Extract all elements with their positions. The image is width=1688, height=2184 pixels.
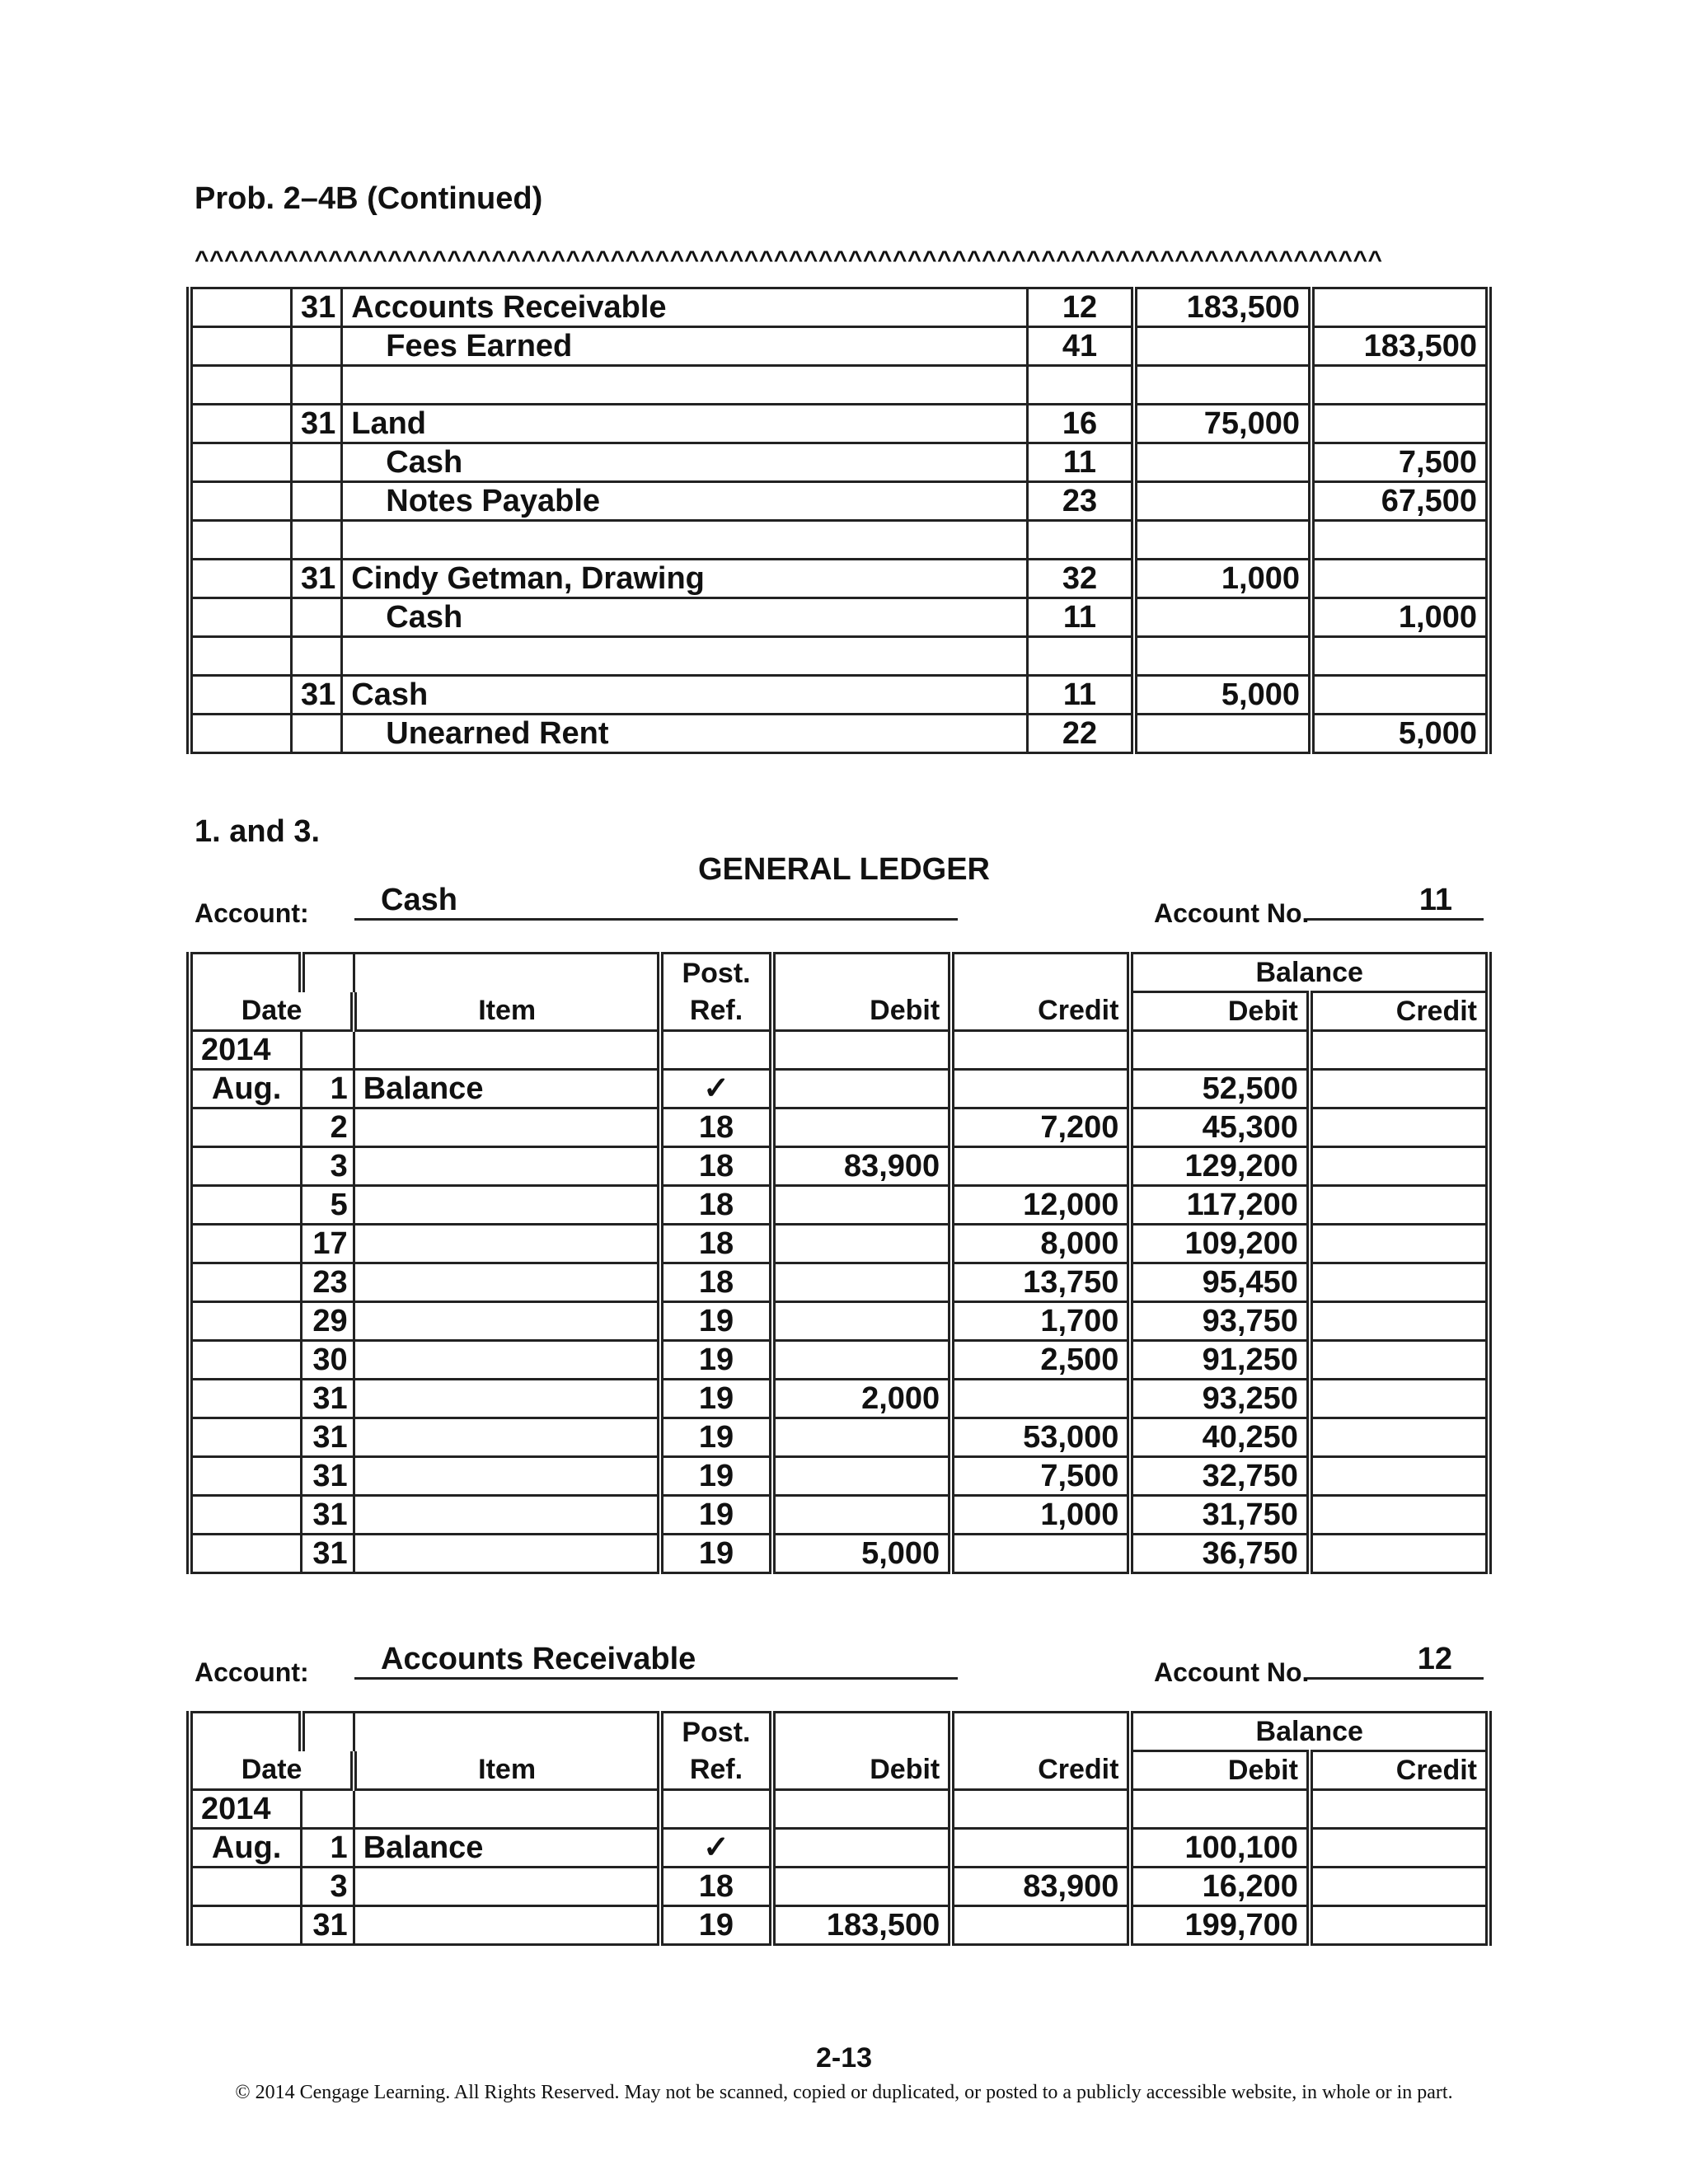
ledger-day: 1 — [302, 1070, 354, 1108]
ledger-balance-debit: 93,250 — [1130, 1380, 1309, 1418]
ledger-item — [354, 1186, 660, 1225]
ledger-balance-credit — [1310, 1457, 1489, 1496]
journal-date-cell — [190, 715, 291, 753]
journal-post-ref: 12 — [1027, 288, 1134, 327]
ledger-balance-credit — [1310, 1418, 1489, 1457]
ledger-balance-credit — [1310, 1829, 1489, 1868]
header-blank — [354, 954, 660, 992]
journal-post-ref: 11 — [1027, 443, 1134, 482]
ledger-month — [190, 1496, 302, 1535]
ledger-header-row — [190, 1751, 1489, 1790]
journal-day — [291, 327, 341, 366]
ledger-row — [190, 1535, 1489, 1573]
ledger-item — [354, 1380, 660, 1418]
journal-credit: 7,500 — [1311, 443, 1489, 482]
header-blank — [190, 954, 302, 992]
header-post: Post. — [660, 1713, 772, 1751]
ledger-month — [190, 1225, 302, 1263]
journal-date-cell — [190, 637, 291, 676]
account-name: Accounts Receivable — [354, 1641, 958, 1680]
journal-date-cell — [190, 598, 291, 637]
caret-separator: ^^^^^^^^^^^^^^^^^^^^^^^^^^^^^^^^^^^^^^^^^^^^^^^^^^^^^^^^^^^^^^^^^^^^^^^^^^^^^^^^ — [195, 246, 1383, 262]
journal-day — [291, 482, 341, 521]
ledger-post-ref: 18 — [660, 1225, 772, 1263]
journal-row — [190, 598, 1489, 637]
header-blank — [772, 1713, 951, 1751]
ledger-month — [190, 1341, 302, 1380]
account-name: Cash — [354, 882, 958, 921]
ledger-blank — [1310, 1031, 1489, 1070]
header-blank — [302, 1713, 354, 1751]
journal-post-ref: 22 — [1027, 715, 1134, 753]
ledger-credit: 7,200 — [951, 1108, 1130, 1147]
ledger-blank — [772, 1031, 951, 1070]
ledger-month — [190, 1147, 302, 1186]
ledger-day: 1 — [302, 1829, 354, 1868]
ledger-credit: 83,900 — [951, 1868, 1130, 1906]
header-date: Date — [190, 992, 354, 1031]
journal-row — [190, 482, 1489, 521]
ledger-debit — [772, 1186, 951, 1225]
ledger-day: 31 — [302, 1535, 354, 1573]
ledger-row — [190, 1341, 1489, 1380]
ledger-item: Balance — [354, 1070, 660, 1108]
ledger-day: 5 — [302, 1186, 354, 1225]
ledger-row — [190, 1186, 1489, 1225]
ledger-debit — [772, 1829, 951, 1868]
ledger-balance-credit — [1310, 1380, 1489, 1418]
journal-row — [190, 405, 1489, 443]
ledger-debit — [772, 1868, 951, 1906]
journal-description: Unearned Rent — [342, 715, 1028, 753]
ledger-balance-credit — [1310, 1186, 1489, 1225]
ledger-month — [190, 1186, 302, 1225]
journal-row — [190, 366, 1489, 405]
header-debit: Debit — [772, 1751, 951, 1790]
ledger-item — [354, 1418, 660, 1457]
account-number: 12 — [1307, 1641, 1484, 1680]
ledger-post-ref: 18 — [660, 1186, 772, 1225]
journal-row — [190, 676, 1489, 715]
journal-date-cell — [190, 560, 291, 598]
journal-date-cell — [190, 288, 291, 327]
journal-credit — [1311, 288, 1489, 327]
ledger-balance-credit — [1310, 1070, 1489, 1108]
account-label: Account: — [195, 1657, 309, 1687]
ledger-item — [354, 1341, 660, 1380]
ledger-month: Aug. — [190, 1070, 302, 1108]
ledger-day: 29 — [302, 1302, 354, 1341]
header-ref: Ref. — [660, 992, 772, 1031]
header-ref: Ref. — [660, 1751, 772, 1790]
ledger-post-ref: 19 — [660, 1496, 772, 1535]
ledger-month: Aug. — [190, 1829, 302, 1868]
ledger-row — [190, 1829, 1489, 1868]
journal-description: Land — [342, 405, 1028, 443]
journal-debit: 183,500 — [1134, 288, 1311, 327]
header-blank — [951, 954, 1130, 992]
ledger-balance-credit — [1310, 1225, 1489, 1263]
ledger-post-ref: 18 — [660, 1147, 772, 1186]
journal-row — [190, 288, 1489, 327]
ledger-debit — [772, 1341, 951, 1380]
header-date: Date — [190, 1751, 354, 1790]
header-blank — [302, 954, 354, 992]
ledger-row — [190, 1070, 1489, 1108]
journal-row — [190, 443, 1489, 482]
ledger-day: 31 — [302, 1380, 354, 1418]
journal-debit — [1134, 715, 1311, 753]
account-number: 11 — [1307, 882, 1484, 921]
ledger-balance-debit: 40,250 — [1130, 1418, 1309, 1457]
ledger-credit: 2,500 — [951, 1341, 1130, 1380]
ledger-item — [354, 1496, 660, 1535]
journal-debit: 75,000 — [1134, 405, 1311, 443]
ledger-row — [190, 1496, 1489, 1535]
ledger-blank — [660, 1031, 772, 1070]
ledger-row — [190, 1147, 1489, 1186]
ledger-month — [190, 1535, 302, 1573]
ledger-day: 30 — [302, 1341, 354, 1380]
ledger-credit — [951, 1380, 1130, 1418]
ledger-balance-debit: 16,200 — [1130, 1868, 1309, 1906]
ledger-day: 17 — [302, 1225, 354, 1263]
journal-debit: 5,000 — [1134, 676, 1311, 715]
ledger-balance-debit: 109,200 — [1130, 1225, 1309, 1263]
ledger-debit — [772, 1496, 951, 1535]
journal-description: Cash — [342, 443, 1028, 482]
journal-debit — [1134, 482, 1311, 521]
ledger-post-ref: 19 — [660, 1457, 772, 1496]
journal-date-cell — [190, 676, 291, 715]
account-no-label: Account No. — [1154, 1657, 1310, 1687]
header-balance-credit: Credit — [1310, 992, 1489, 1031]
ledger-debit: 5,000 — [772, 1535, 951, 1573]
ledger-blank — [951, 1031, 1130, 1070]
ledger-row — [190, 1457, 1489, 1496]
ledger-day: 31 — [302, 1906, 354, 1945]
ledger-balance-debit: 199,700 — [1130, 1906, 1309, 1945]
journal-row — [190, 637, 1489, 676]
checkmark-icon: ✓ — [660, 1829, 772, 1868]
ledger-post-ref: 19 — [660, 1341, 772, 1380]
ledger-day: 23 — [302, 1263, 354, 1302]
ledger-row — [190, 1906, 1489, 1945]
ledger-debit — [772, 1108, 951, 1147]
ledger-credit: 1,000 — [951, 1496, 1130, 1535]
ledger-balance-debit: 91,250 — [1130, 1341, 1309, 1380]
ledger-month — [190, 1380, 302, 1418]
ledger-credit: 13,750 — [951, 1263, 1130, 1302]
ledger-day: 3 — [302, 1147, 354, 1186]
header-balance: Balance — [1130, 954, 1489, 992]
journal-day — [291, 366, 341, 405]
journal-debit — [1134, 637, 1311, 676]
ledger-balance-credit — [1310, 1147, 1489, 1186]
journal-credit: 67,500 — [1311, 482, 1489, 521]
ledger-row — [190, 1380, 1489, 1418]
ledger-debit — [772, 1457, 951, 1496]
ledger-balance-debit: 31,750 — [1130, 1496, 1309, 1535]
journal-date-cell — [190, 482, 291, 521]
ledger-credit: 8,000 — [951, 1225, 1130, 1263]
journal-post-ref: 11 — [1027, 676, 1134, 715]
journal-post-ref: 41 — [1027, 327, 1134, 366]
ledger-balance-debit: 93,750 — [1130, 1302, 1309, 1341]
ledger-balance-credit — [1310, 1263, 1489, 1302]
ledger-debit — [772, 1263, 951, 1302]
page-number: 2-13 — [815, 2042, 873, 2074]
journal-debit: 1,000 — [1134, 560, 1311, 598]
journal-credit — [1311, 560, 1489, 598]
ledger-blank — [354, 1790, 660, 1829]
ledger-month — [190, 1108, 302, 1147]
journal-credit — [1311, 366, 1489, 405]
ledger-debit — [772, 1070, 951, 1108]
ledger-month — [190, 1457, 302, 1496]
ledger-credit — [951, 1147, 1130, 1186]
ledger-balance-credit — [1310, 1341, 1489, 1380]
ledger-balance-debit: 95,450 — [1130, 1263, 1309, 1302]
journal-description — [342, 366, 1028, 405]
ledger-day: 31 — [302, 1418, 354, 1457]
ledger-balance-debit: 32,750 — [1130, 1457, 1309, 1496]
journal-post-ref: 32 — [1027, 560, 1134, 598]
ledger-debit: 2,000 — [772, 1380, 951, 1418]
ledger-balance-credit — [1310, 1906, 1489, 1945]
journal-credit: 183,500 — [1311, 327, 1489, 366]
ledger-blank — [951, 1790, 1130, 1829]
ledger-item — [354, 1906, 660, 1945]
ledger-balance-credit — [1310, 1302, 1489, 1341]
ledger-item — [354, 1147, 660, 1186]
journal-description: Fees Earned — [342, 327, 1028, 366]
ledger-day: 3 — [302, 1868, 354, 1906]
ledger-item — [354, 1535, 660, 1573]
journal-day — [291, 521, 341, 560]
journal-day: 31 — [291, 560, 341, 598]
journal-post-ref — [1027, 637, 1134, 676]
ledger-item — [354, 1108, 660, 1147]
ledger-credit — [951, 1070, 1130, 1108]
general-ledger-title: GENERAL LEDGER — [697, 852, 990, 887]
ledger-post-ref: 18 — [660, 1108, 772, 1147]
header-blank — [951, 1713, 1130, 1751]
journal-day — [291, 715, 341, 753]
journal-day: 31 — [291, 405, 341, 443]
header-credit: Credit — [951, 1751, 1130, 1790]
ledger-balance-debit: 36,750 — [1130, 1535, 1309, 1573]
journal-credit: 1,000 — [1311, 598, 1489, 637]
ledger-debit — [772, 1225, 951, 1263]
journal-credit — [1311, 637, 1489, 676]
ledger-header-row — [190, 1713, 1489, 1751]
header-debit: Debit — [772, 992, 951, 1031]
ledger-row — [190, 1263, 1489, 1302]
ledger-item: Balance — [354, 1829, 660, 1868]
ledger-credit — [951, 1829, 1130, 1868]
header-balance: Balance — [1130, 1713, 1489, 1751]
copyright-notice: © 2014 Cengage Learning. All Rights Reserved. May not be scanned, copied or duplicated, or posted to a publicly accessible website, in whole or in part. — [235, 2082, 1453, 2103]
ledger-year: 2014 — [190, 1031, 302, 1070]
ledger-balance-debit: 129,200 — [1130, 1147, 1309, 1186]
journal-credit — [1311, 405, 1489, 443]
ledger-item — [354, 1457, 660, 1496]
ledger-row — [190, 1418, 1489, 1457]
journal-day: 31 — [291, 676, 341, 715]
ledger-month — [190, 1263, 302, 1302]
account-no-label: Account No. — [1154, 898, 1310, 928]
journal-description: Accounts Receivable — [342, 288, 1028, 327]
ledger-credit: 53,000 — [951, 1418, 1130, 1457]
ledger-header-row — [190, 954, 1489, 992]
ledger-table-cash — [186, 952, 1492, 1574]
ledger-day: 31 — [302, 1457, 354, 1496]
ledger-blank — [660, 1790, 772, 1829]
journal-day: 31 — [291, 288, 341, 327]
ledger-table-accounts-receivable — [186, 1711, 1492, 1946]
header-post: Post. — [660, 954, 772, 992]
journal-row — [190, 521, 1489, 560]
ledger-balance-debit: 117,200 — [1130, 1186, 1309, 1225]
journal-description: Cash — [342, 676, 1028, 715]
journal-credit: 5,000 — [1311, 715, 1489, 753]
ledger-balance-debit: 45,300 — [1130, 1108, 1309, 1147]
ledger-credit: 1,700 — [951, 1302, 1130, 1341]
ledger-balance-credit — [1310, 1496, 1489, 1535]
ledger-blank — [302, 1031, 354, 1070]
journal-description: Cash — [342, 598, 1028, 637]
journal-day — [291, 637, 341, 676]
ledger-row — [190, 1225, 1489, 1263]
ledger-post-ref: 18 — [660, 1868, 772, 1906]
journal-post-ref — [1027, 521, 1134, 560]
ledger-debit: 83,900 — [772, 1147, 951, 1186]
ledger-post-ref: 19 — [660, 1906, 772, 1945]
ledger-balance-debit: 100,100 — [1130, 1829, 1309, 1868]
ledger-row — [190, 1302, 1489, 1341]
journal-post-ref: 11 — [1027, 598, 1134, 637]
journal-table — [186, 287, 1492, 754]
ledger-blank — [354, 1031, 660, 1070]
journal-day — [291, 598, 341, 637]
ledger-balance-credit — [1310, 1868, 1489, 1906]
journal-debit — [1134, 327, 1311, 366]
ledger-row — [190, 1868, 1489, 1906]
journal-description: Notes Payable — [342, 482, 1028, 521]
journal-post-ref — [1027, 366, 1134, 405]
journal-row — [190, 715, 1489, 753]
ledger-credit — [951, 1906, 1130, 1945]
journal-debit — [1134, 366, 1311, 405]
ledger-post-ref: 19 — [660, 1418, 772, 1457]
journal-date-cell — [190, 521, 291, 560]
ledger-item — [354, 1868, 660, 1906]
header-blank — [354, 1713, 660, 1751]
ledger-day: 2 — [302, 1108, 354, 1147]
journal-date-cell — [190, 366, 291, 405]
journal-description — [342, 637, 1028, 676]
problem-title: Prob. 2–4B (Continued) — [195, 181, 543, 216]
ledger-item — [354, 1225, 660, 1263]
ledger-balance-credit — [1310, 1535, 1489, 1573]
journal-description — [342, 521, 1028, 560]
ledger-item — [354, 1263, 660, 1302]
ledger-post-ref: 19 — [660, 1302, 772, 1341]
account-label: Account: — [195, 898, 309, 928]
ledger-credit: 7,500 — [951, 1457, 1130, 1496]
ledger-debit — [772, 1302, 951, 1341]
ledger-debit: 183,500 — [772, 1906, 951, 1945]
ledger-month — [190, 1868, 302, 1906]
header-balance-debit: Debit — [1130, 1751, 1309, 1790]
header-credit: Credit — [951, 992, 1130, 1031]
ledger-balance-debit: 52,500 — [1130, 1070, 1309, 1108]
ledger-credit — [951, 1535, 1130, 1573]
journal-row — [190, 560, 1489, 598]
header-blank — [190, 1713, 302, 1751]
ledger-post-ref: 19 — [660, 1535, 772, 1573]
journal-date-cell — [190, 327, 291, 366]
journal-description: Cindy Getman, Drawing — [342, 560, 1028, 598]
ledger-blank — [1310, 1790, 1489, 1829]
ledger-post-ref: 18 — [660, 1263, 772, 1302]
journal-row — [190, 327, 1489, 366]
ledger-month — [190, 1302, 302, 1341]
checkmark-icon: ✓ — [660, 1070, 772, 1108]
header-item: Item — [354, 992, 660, 1031]
journal-date-cell — [190, 405, 291, 443]
journal-date-cell — [190, 443, 291, 482]
ledger-blank — [1130, 1031, 1309, 1070]
ledger-year-row — [190, 1031, 1489, 1070]
journal-credit — [1311, 676, 1489, 715]
header-balance-debit: Debit — [1130, 992, 1309, 1031]
ledger-year: 2014 — [190, 1790, 302, 1829]
ledger-credit: 12,000 — [951, 1186, 1130, 1225]
ledger-row — [190, 1108, 1489, 1147]
ledger-balance-credit — [1310, 1108, 1489, 1147]
journal-debit — [1134, 443, 1311, 482]
journal-debit — [1134, 598, 1311, 637]
ledger-blank — [302, 1790, 354, 1829]
ledger-header-row — [190, 992, 1489, 1031]
ledger-day: 31 — [302, 1496, 354, 1535]
ledger-debit — [772, 1418, 951, 1457]
ledger-item — [354, 1302, 660, 1341]
journal-post-ref: 16 — [1027, 405, 1134, 443]
section-label: 1. and 3. — [195, 814, 321, 849]
ledger-month — [190, 1418, 302, 1457]
header-blank — [772, 954, 951, 992]
journal-day — [291, 443, 341, 482]
ledger-post-ref: 19 — [660, 1380, 772, 1418]
ledger-month — [190, 1906, 302, 1945]
journal-credit — [1311, 521, 1489, 560]
journal-debit — [1134, 521, 1311, 560]
journal-post-ref: 23 — [1027, 482, 1134, 521]
ledger-blank — [1130, 1790, 1309, 1829]
ledger-blank — [772, 1790, 951, 1829]
header-balance-credit: Credit — [1310, 1751, 1489, 1790]
ledger-year-row — [190, 1790, 1489, 1829]
header-item: Item — [354, 1751, 660, 1790]
